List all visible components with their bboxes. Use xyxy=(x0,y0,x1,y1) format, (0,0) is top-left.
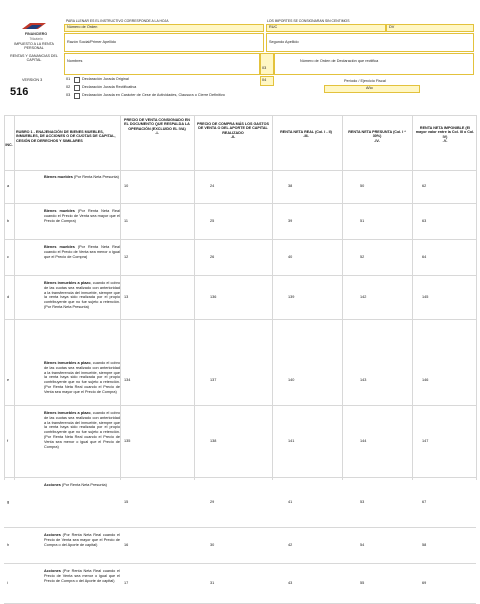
row-code-col-3: 41 xyxy=(288,500,293,504)
col-header-3: RENTA NETA REAL (Col. I - II) -III- xyxy=(280,130,332,139)
row-inc: f xyxy=(7,439,9,443)
row-description xyxy=(44,281,120,310)
inc-header: INC. xyxy=(5,143,13,147)
ruc-field[interactable] xyxy=(266,24,386,32)
row-description-rest: (Por Renta Neta Real cuando el Precio de Venta sea mayor que el Precio de Compra o del Aporte de capital) xyxy=(44,533,120,547)
periodo-label: Período / Ejercicio Fiscal xyxy=(344,79,386,83)
row-code-col-4: 144 xyxy=(360,439,367,443)
col-header-4: RENTA NETA PRESUNTA (Col. I * 30%) -IV- xyxy=(348,130,406,143)
side-label-2: RENTAS Y GANANCIAS DEL CAPITAL xyxy=(10,54,58,63)
opt2-label: Declaración Jurada Rectificativa xyxy=(82,85,137,89)
row-description-rest: , cuando el cobro de las cuotas sea realizado con anterioridad a la transferencia del inmueble, siempre que la venta haya sido realizada por el propio contribuyente que no fue sujeto a retención. (Por Renta Neta Real cuando el Precio de Venta sea menor o igual que el Precio de Compra) xyxy=(44,411,120,449)
row-description-bold: Acciones xyxy=(44,483,61,487)
row-inc: i xyxy=(7,581,8,585)
row-description xyxy=(44,569,120,583)
row-inc: c xyxy=(7,255,9,259)
opt2-code: 02 xyxy=(66,85,71,89)
row-code-col-1: 15 xyxy=(124,500,129,504)
top-left-note: PARA LLENAR ES EL INSTRUCTIVO CORRESPONDE A LA HOJA xyxy=(66,19,169,23)
row-code-col-3: 43 xyxy=(288,581,293,585)
table-row xyxy=(4,527,476,564)
row-description-bold: Acciones xyxy=(44,533,61,537)
dv-label: DV xyxy=(389,25,395,29)
rectifica-label: Número de Orden de Declaración que rectifica xyxy=(300,59,379,63)
table-column-divider xyxy=(476,115,477,480)
row-code-col-2: 30 xyxy=(210,543,215,547)
opt1-checkbox[interactable] xyxy=(74,77,80,83)
row-code-col-3: 40 xyxy=(288,255,293,259)
table-column-divider xyxy=(412,115,413,480)
row-code-col-3: 139 xyxy=(288,295,295,299)
dv-field[interactable] xyxy=(386,24,474,32)
row-description-rest: , cuando el cobro de las cuotas sea realizado con anterioridad a la transferencia del inmueble, siempre que la venta haya sido realizada por el propio contribuyente que no fue sujeto a retención. (Por Renta Neta Real cuando el Precio de Venta sea mayor que el Precio de Compra) xyxy=(44,361,120,394)
row-code-col-2: 24 xyxy=(210,184,215,188)
row-inc: d xyxy=(7,295,10,299)
row-inc: e xyxy=(7,378,10,382)
row-description-rest: (Por Renta Neta Real cuando el Precio de Venta sea mayor que el Precio de Compra) xyxy=(44,209,120,223)
row-description-bold: Bienes muebles xyxy=(44,245,75,249)
nombres-label: Nombres xyxy=(67,59,83,63)
row-code-col-4: 54 xyxy=(360,543,365,547)
row-code-col-5: 69 xyxy=(422,581,427,585)
row-code-col-1: 134 xyxy=(124,378,131,382)
table-column-divider xyxy=(120,115,121,480)
row-description-rest: (Por Renta Neta Real cuando el Precio de Venta sea menor o igual que el Precio de Compra o del Aporte de capital) xyxy=(44,569,120,583)
razon-label: Razón Social/Primer Apellido xyxy=(67,40,116,44)
code-04: 04 xyxy=(262,78,267,82)
col-header-5: RENTA NETA IMPONIBLE (El mayor valor entre la Col. III o Col. IV) -V- xyxy=(415,126,475,144)
row-code-col-3: 38 xyxy=(288,184,293,188)
row-description xyxy=(44,483,120,488)
form-header xyxy=(4,19,476,117)
nombres-field[interactable] xyxy=(64,53,260,75)
rubro-header: RUBRO 1 - ENAJENACIÓN DE BIENES MUEBLES, INMUEBLES, DE ACCIONES O DE CUOTAS DE CAPITAL, CESIÓN DE DERECHOS Y SIMILARES xyxy=(16,130,116,143)
anio-label: Año xyxy=(366,86,373,90)
row-description xyxy=(44,411,120,449)
row-code-col-3: 42 xyxy=(288,543,293,547)
row-code-col-4: 52 xyxy=(360,255,365,259)
row-code-col-4: 55 xyxy=(360,581,365,585)
row-description-rest: (Por Renta Neta Real cuando el Precio de Venta sea menor o igual que el Precio de Compra) xyxy=(44,245,120,259)
col-header-2: PRECIO DE COMPRA MÁS LOS GASTOS DE VENTA O DEL APORTE DE CAPITAL REALIZADO -II- xyxy=(197,122,269,140)
row-description-bold: Acciones xyxy=(44,569,61,573)
table-column-divider xyxy=(14,115,15,480)
row-code-col-4: 51 xyxy=(360,219,365,223)
row-inc: a xyxy=(7,184,10,188)
row-code-col-1: 12 xyxy=(124,255,129,259)
row-code-col-2: 25 xyxy=(210,219,215,223)
table-row xyxy=(4,477,476,528)
table-column-divider xyxy=(342,115,343,480)
table-row xyxy=(4,355,476,406)
row-description xyxy=(44,245,120,259)
table-column-divider xyxy=(194,115,195,480)
table-row xyxy=(4,275,476,320)
row-code-col-2: 138 xyxy=(210,439,217,443)
table-row xyxy=(4,203,476,240)
row-code-col-1: 10 xyxy=(124,184,129,188)
ruc-label: RUC xyxy=(269,25,278,29)
rectifica-field[interactable] xyxy=(274,53,474,75)
row-inc: b xyxy=(7,219,10,223)
logo-subtext: Tributario xyxy=(29,37,43,41)
table-row xyxy=(4,563,476,604)
logo-text: FINANCIERO xyxy=(24,32,48,36)
row-code-col-4: 143 xyxy=(360,378,367,382)
version-label: VERSION 3 xyxy=(22,78,43,82)
row-code-col-4: 50 xyxy=(360,184,365,188)
logo-mark-icon xyxy=(20,21,48,31)
row-code-col-1: 135 xyxy=(124,439,131,443)
row-code-col-5: 64 xyxy=(422,255,427,259)
segundo-label: Segundo Apellido xyxy=(269,40,299,44)
row-code-col-5: 67 xyxy=(422,500,427,504)
opt3-code: 03 xyxy=(66,93,71,97)
opt3-checkbox[interactable] xyxy=(74,93,80,99)
row-description xyxy=(44,533,120,547)
opt2-checkbox[interactable] xyxy=(74,85,80,91)
row-description-bold: Bienes muebles xyxy=(44,175,73,179)
opt1-label: Declaración Jurada Original xyxy=(82,77,129,81)
form-number: 516 xyxy=(10,86,29,98)
code-03-box xyxy=(260,53,274,75)
row-code-col-2: 26 xyxy=(210,255,215,259)
row-description-bold: Bienes inmuebles a plazo xyxy=(44,411,91,415)
row-description-bold: Bienes inmuebles a plazo xyxy=(44,281,91,285)
row-code-col-4: 53 xyxy=(360,500,365,504)
row-code-col-2: 31 xyxy=(210,581,215,585)
table-row xyxy=(4,169,476,204)
opt3-label: Declaración Jurada en Carácter de Cese de Actividades, Clausura o Cierre Definitivo xyxy=(82,93,225,97)
table-header-row xyxy=(4,115,476,171)
table-column-divider xyxy=(272,115,273,480)
row-code-col-2: 136 xyxy=(210,295,217,299)
row-code-col-5: 62 xyxy=(422,184,427,188)
row-code-col-2: 29 xyxy=(210,500,215,504)
row-code-col-5: 63 xyxy=(422,219,427,223)
table-row xyxy=(4,405,476,478)
row-description-rest: (Por Renta Neta Presunta) xyxy=(60,483,107,487)
row-code-col-3: 140 xyxy=(288,378,295,382)
row-code-col-1: 17 xyxy=(124,581,129,585)
table-column-divider xyxy=(4,115,5,480)
tax-form xyxy=(4,19,476,585)
row-description-bold: Bienes inmuebles a plazo xyxy=(44,361,91,365)
row-code-col-1: 13 xyxy=(124,295,129,299)
row-description-rest: (Por Renta Neta Presunta) xyxy=(72,175,119,179)
row-code-col-5: 146 xyxy=(422,378,429,382)
row-description xyxy=(44,209,120,223)
row-code-col-1: 16 xyxy=(124,543,129,547)
col-header-1: PRECIO DE VENTA CONSIGNADO EN EL DOCUMENTO QUE RESPALDA LA OPERACIÓN (EXCLUIDO EL IVA) -I- xyxy=(124,118,190,136)
code-03: 03 xyxy=(262,66,267,70)
row-code-col-4: 142 xyxy=(360,295,367,299)
opt1-code: 01 xyxy=(66,77,71,81)
row-code-col-5: 145 xyxy=(422,295,429,299)
table-row xyxy=(4,239,476,276)
row-inc: g xyxy=(7,500,10,504)
row-inc: h xyxy=(7,543,10,547)
row-description xyxy=(44,175,120,180)
row-description-rest: , cuando el cobro de las cuotas sea realizado con anterioridad a la transferencia del inmueble, siempre que la venta haya sido realizada por el propio contribuyente que no fue sujeto a retención. (Por Renta Neta Presunta) xyxy=(44,281,120,309)
row-description-bold: Bienes muebles xyxy=(44,209,75,213)
side-label-1: IMPUESTO A LA RENTA PERSONAL xyxy=(14,42,54,51)
top-right-note: LOS IMPORTES SE CONSIGNARAN SIN CENTIMOS xyxy=(267,19,350,23)
row-code-col-1: 11 xyxy=(124,219,128,223)
order-label: Número de Orden xyxy=(67,25,98,29)
row-code-col-5: 147 xyxy=(422,439,429,443)
row-code-col-2: 137 xyxy=(210,378,217,382)
row-code-col-3: 141 xyxy=(288,439,295,443)
row-code-col-5: 58 xyxy=(422,543,427,547)
row-description xyxy=(44,361,120,395)
row-code-col-3: 39 xyxy=(288,219,293,223)
